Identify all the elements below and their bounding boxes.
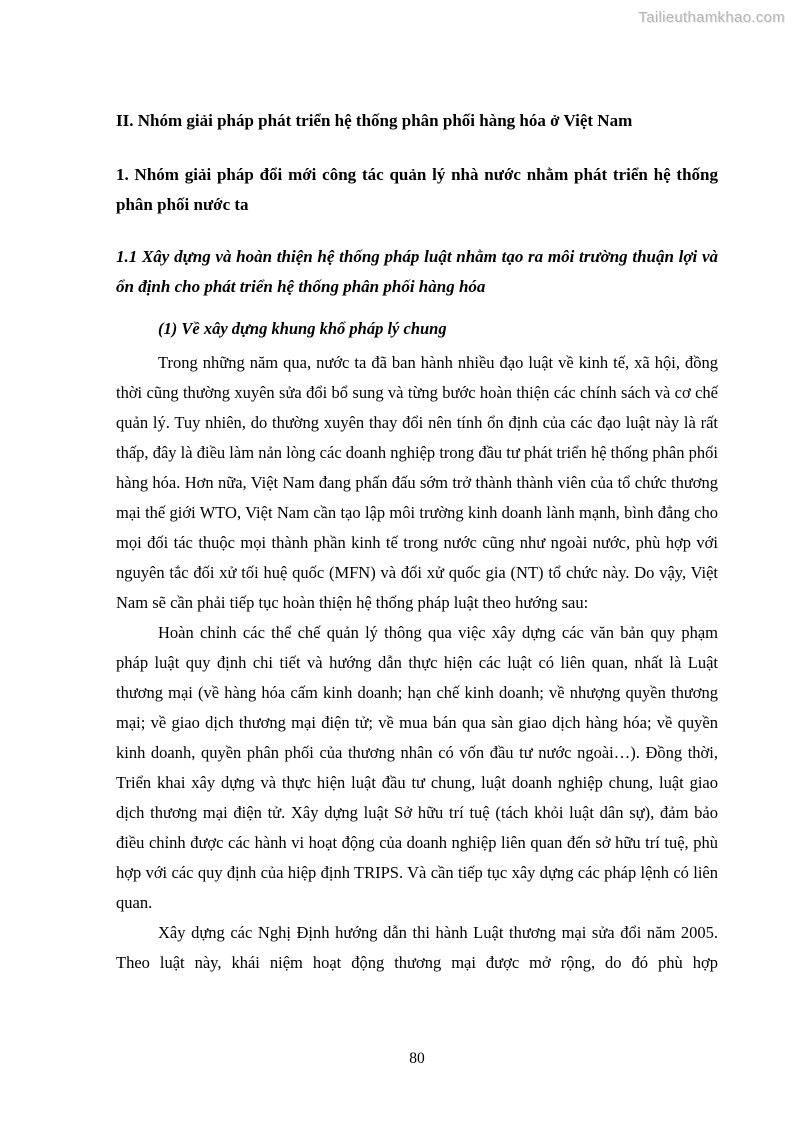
page-number: 80 [409,1050,425,1067]
paragraph-2: Hoàn chỉnh các thể chế quản lý thông qua việc xây dựng các văn bản quy phạm pháp luật quy định chi tiết và hướng dẫn thực hiện các luật có liên quan, nhất là Luật thương mại (về hàng hóa cấm kinh doanh; hạn chế kinh doanh; về nhượng quyền thương mại; về giao dịch thương mại điện tử; về mua bán qua sàn giao dịch hàng hóa; về quyền kinh doanh, quyền phân phối của thương nhân có vốn đầu tư nước ngoài…). Đồng thời, Triển khai xây dựng và thực hiện luật đầu tư chung, luật doanh nghiệp chung, luật giao dịch thương mại điện tử. Xây dựng luật Sở hữu trí tuệ (tách khỏi luật dân sự), đảm bảo điều chỉnh được các hành vi hoạt động của doanh nghiệp liên quan đến sở hữu trí tuệ, phù hợp với các quy định của hiệp định TRIPS. Và cần tiếp tục xây dựng các pháp lệnh có liên quan. [116,623,718,912]
document-content [116,106,718,978]
subsection-heading: 1.1 Xây dựng và hoàn thiện hệ thống pháp luật nhằm tạo ra môi trường thuận lợi và ổn định cho phát triển hệ thống phân phối hàng hóa [116,247,718,296]
paragraph-3: Xây dựng các Nghị Định hướng dẫn thi hành Luật thương mại sửa đổi năm 2005. Theo luật này, khái niệm hoạt động thương mại được mở rộng, do đó phù hợp [116,923,718,972]
paragraph-1: Trong những năm qua, nước ta đã ban hành nhiều đạo luật về kinh tế, xã hội, đồng thời cũng thường xuyên sửa đổi bổ sung và từng bước hoàn thiện các chính sách và cơ chế quản lý. Tuy nhiên, do thường xuyên thay đổi nên tính ổn định của các đạo luật này là rất thấp, đây là điều làm nản lòng các doanh nghiệp trong đầu tư phát triển hệ thống phân phối hàng hóa. Hơn nữa, Việt Nam đang phấn đấu sớm trở thành thành viên của tổ chức thương mại thế giới WTO, Việt Nam cần tạo lập môi trường kinh doanh lành mạnh, bình đẳng cho mọi đối tác thuộc mọi thành phần kinh tế trong nước cũng như ngoài nước, phù hợp với nguyên tắc đối xử tối huệ quốc (MFN) và đối xử quốc gia (NT) tổ chức này. Do vậy, Việt Nam sẽ cần phải tiếp tục hoàn thiện hệ thống pháp luật theo hướng sau: [116,353,718,612]
point-heading: (1) Về xây dựng khung khổ pháp lý chung [158,319,447,338]
watermark-text: Tailieuthamkhao.com [638,9,785,26]
section-heading: II. Nhóm giải pháp phát triển hệ thống phân phối hàng hóa ở Việt Nam [116,111,633,130]
group-heading: 1. Nhóm giải pháp đổi mới công tác quản lý nhà nước nhằm phát triển hệ thống phân phối nước ta [116,165,718,214]
